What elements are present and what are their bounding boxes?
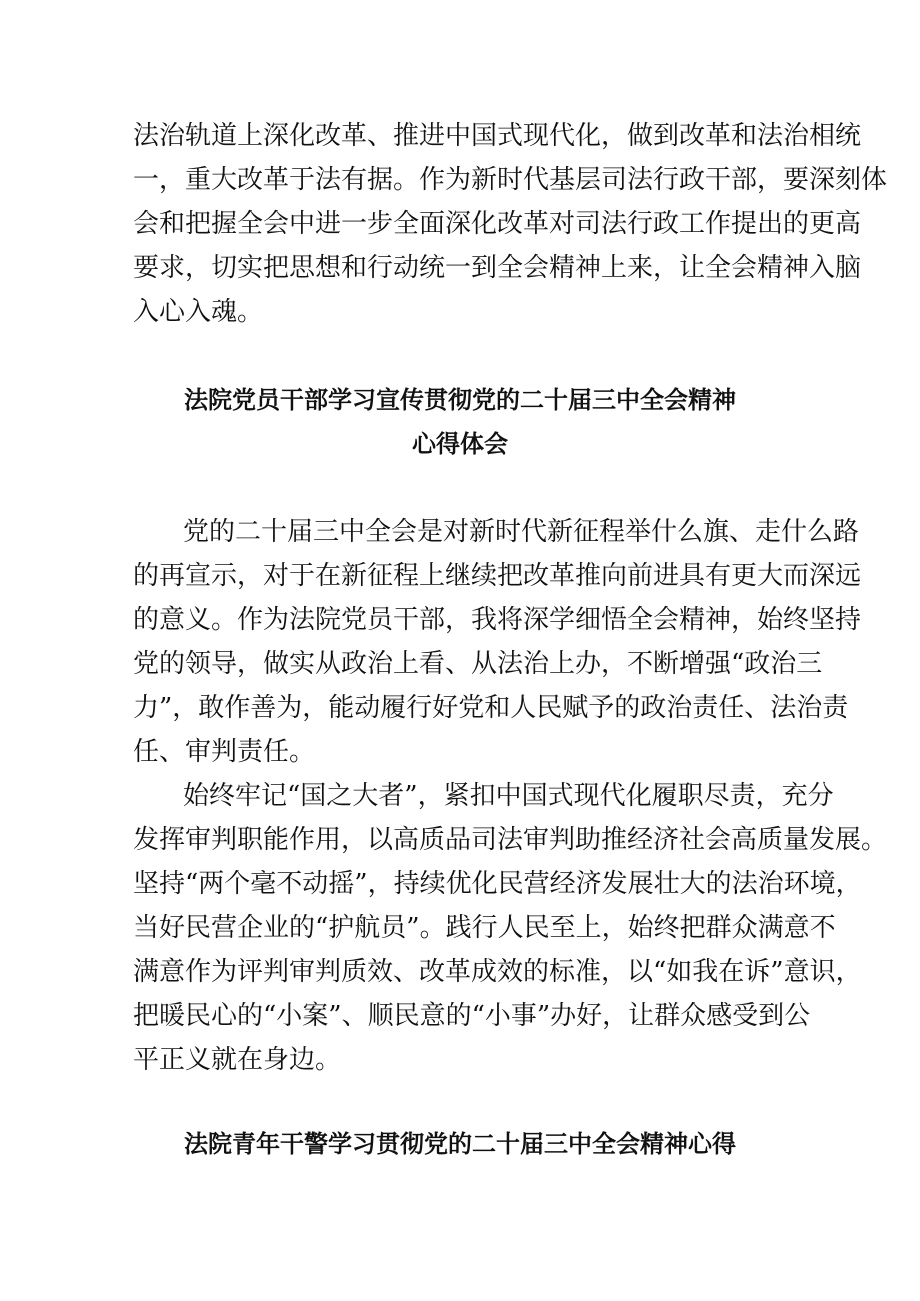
text-line: 平正义就在身边。: [133, 1045, 342, 1075]
section-title-continued: 心得体会: [412, 430, 508, 458]
text-line: 满意作为评判审判质效、改革成效的标准，以“如我在诉”意识，: [133, 957, 862, 987]
text-line: 始终牢记“国之大者”，紧扣中国式现代化履职尽责，充分: [183, 781, 834, 811]
text-line: 坚持“两个毫不动摇”，持续优化民营经济发展壮大的法治环境，: [133, 869, 862, 899]
text-line: 当好民营企业的“护航员”。践行人民至上，始终把群众满意不: [133, 913, 836, 943]
text-line: 法治轨道上深化改革、推进中国式现代化，做到改革和法治相统: [133, 121, 862, 151]
text-line: 党的领导，做实从政治上看、从法治上办，不断增强“政治三: [133, 649, 823, 679]
text-line: 入心入魂。: [133, 297, 264, 327]
text-line: 会和把握全会中进一步全面深化改革对司法行政工作提出的更高: [133, 209, 862, 239]
text-line: 力”，敢作善为，能动履行好党和人民赋予的政治责任、法治责: [133, 693, 849, 723]
text-line: 发挥审判职能作用，以高质品司法审判助推经济社会高质量发展。: [133, 825, 888, 855]
section-title: 法院青年干警学习贯彻党的二十届三中全会精神心得: [184, 1130, 736, 1158]
text-line: 党的二十届三中全会是对新时代新征程举什么旗、走什么路: [183, 517, 860, 547]
text-line: 要求，切实把思想和行动统一到全会精神上来，让全会精神入脑: [133, 253, 862, 283]
text-line: 一，重大改革于法有据。作为新时代基层司法行政干部，要深刻体: [133, 165, 888, 195]
text-line: 任、审判责任。: [133, 737, 316, 767]
text-line: 的意义。作为法院党员干部，我将深学细悟全会精神，始终坚持: [133, 605, 862, 635]
text-line: 把暖民心的“小案”、顺民意的“小事”办好，让群众感受到公: [133, 1001, 811, 1031]
section-title: 法院党员干部学习宣传贯彻党的二十届三中全会精神: [184, 386, 736, 414]
text-line: 的再宣示，对于在新征程上继续把改革推向前进具有更大而深远: [133, 561, 862, 591]
